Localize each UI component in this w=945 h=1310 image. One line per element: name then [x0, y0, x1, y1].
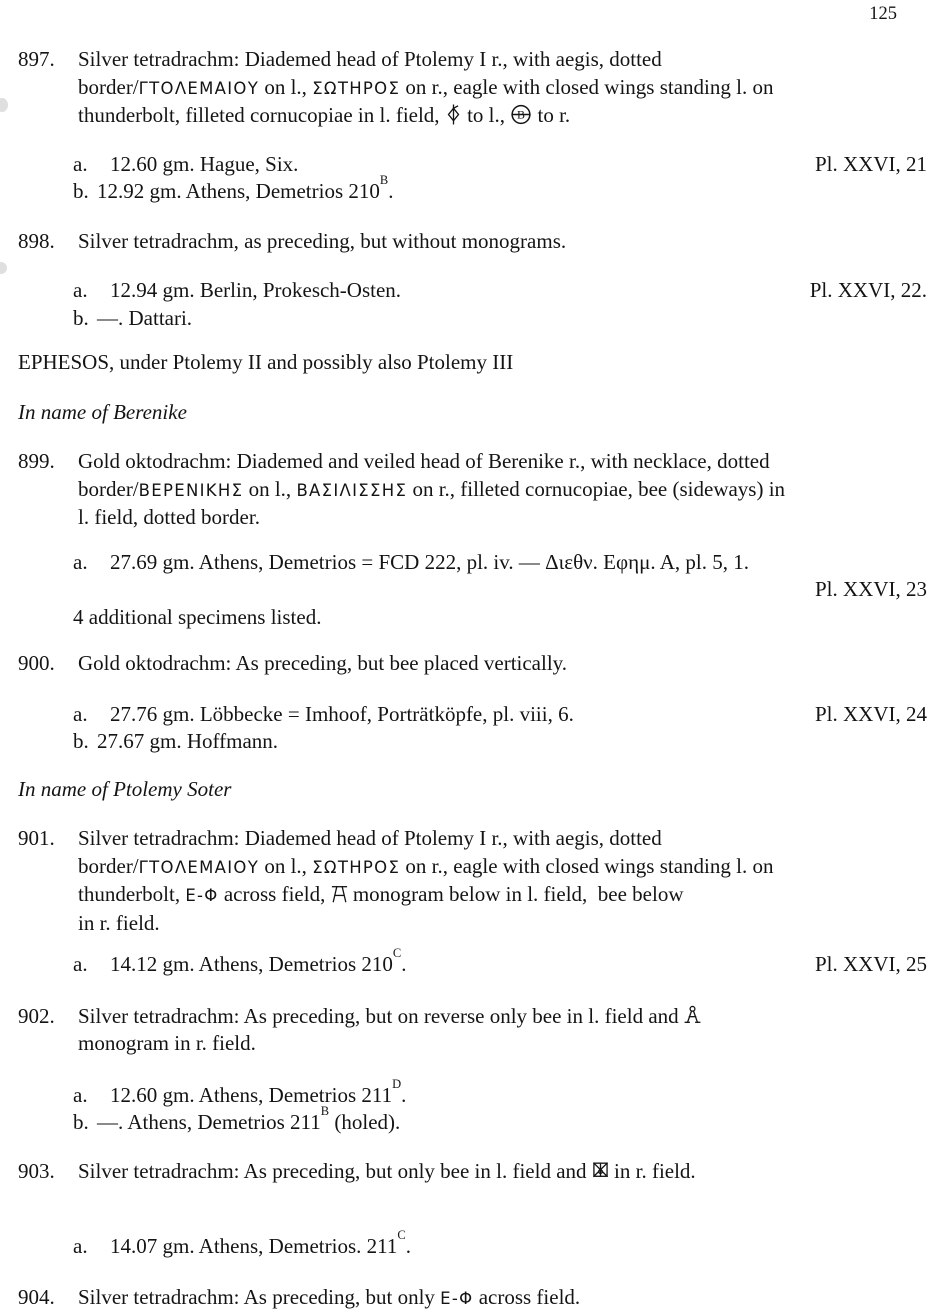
entry-body — [78, 825, 927, 937]
body-line — [78, 910, 927, 938]
specimen-row — [18, 1104, 927, 1137]
text-run: —. Athens, Demetrios 211 — [97, 1110, 321, 1134]
text-run: border/ — [78, 476, 139, 501]
plate-ref: Pl. XXVI, 23 — [814, 577, 927, 601]
text-run: 14.07 gm. Athens, Demetrios. 211 — [110, 1234, 398, 1258]
body-line — [78, 1003, 927, 1031]
additional-note: 4 additional specimens listed. — [73, 604, 322, 629]
text-run: (holed). — [329, 1110, 401, 1134]
specimen-list — [18, 701, 927, 756]
text-run: Silver tetradrachm: Diademed head of Ptolemy I r., with aegis, dotted — [78, 47, 662, 71]
specimen-text — [97, 1104, 401, 1134]
text-run: border/ — [78, 74, 139, 99]
entry-number: 901. — [18, 826, 55, 850]
specimen-row — [18, 549, 927, 577]
entry-body — [78, 228, 927, 256]
entry-number: 904. — [18, 1284, 55, 1309]
text-run: 27.69 gm. Athens, Demetrios = FCD 222, pl. iv. — Διεθν. Εφημ. Α, pl. 5, 1. — [110, 549, 749, 574]
greek-legend: ΓΤΟΛΕΜΑΙΟΥ — [138, 857, 260, 877]
body-line — [78, 853, 927, 882]
body-line — [78, 1030, 927, 1058]
text-run: across field. — [473, 1284, 581, 1309]
text-run: 12.92 gm. Athens, Demetrios 210 — [97, 179, 380, 203]
section-heading: EPHESOS, under Ptolemy II and possibly also Ptolemy III — [18, 350, 514, 374]
specimen-letter: b. — [73, 1110, 89, 1134]
greek-legend: ΒΑΣΙΛΙΣΣΗΣ — [296, 480, 408, 500]
entry-898 — [18, 228, 927, 256]
plate-ref-line — [18, 576, 927, 604]
text-run: l. field, dotted border. — [78, 505, 260, 529]
greek-legend: ΒΕΡΕΝΙΚΗΣ — [138, 480, 244, 500]
specimen-row — [18, 728, 927, 756]
body-line — [78, 228, 927, 256]
specimen-list — [18, 151, 927, 206]
text-run: on r., filleted cornucopiae, bee (sideways) in — [407, 476, 786, 501]
superscript: C — [392, 946, 402, 960]
text-run: on l., — [259, 74, 313, 99]
text-run: Gold oktodrachm: Diademed and veiled head of Berenike r., with necklace, dotted — [78, 449, 770, 473]
specimen-text — [110, 1228, 411, 1258]
specimen-letter: a. — [73, 701, 88, 726]
specimen-list — [18, 277, 927, 332]
text-run: 12.60 gm. Hague, Six. — [110, 151, 299, 176]
text-run: border/ — [78, 853, 139, 878]
superscript: B — [379, 173, 389, 187]
text-run: Silver tetradrachm, as preceding, but without monograms. — [78, 228, 567, 253]
greek-legend: ΣΩΤΗΡΟΣ — [312, 857, 401, 877]
body-line — [78, 1284, 927, 1310]
entry-body — [78, 1284, 927, 1310]
entry-body — [78, 46, 927, 130]
entry-899 — [18, 448, 927, 532]
specimen-list — [18, 549, 927, 632]
entry-number: 903. — [18, 1158, 55, 1183]
specimen-text — [110, 702, 574, 726]
specimen-list — [18, 1076, 927, 1137]
superscript: C — [397, 1228, 406, 1242]
specimen-letter: a. — [73, 549, 88, 574]
specimen-list — [18, 1228, 927, 1261]
entry-body — [78, 650, 927, 678]
text-run: 27.76 gm. Löbbecke = Imhoof, Porträtköpfe, pl. viii, 6. — [110, 701, 574, 726]
specimen-letter: a. — [73, 1082, 88, 1107]
entry-number: 900. — [18, 651, 55, 675]
superscript: D — [392, 1076, 402, 1091]
specimen-list — [18, 946, 927, 979]
text-run: 12.60 gm. Athens, Demetrios 211 — [110, 1082, 393, 1107]
specimen-row — [18, 305, 927, 333]
text-run: Silver tetradrachm: As preceding, but only — [78, 1284, 441, 1309]
section-subheading: In name of Berenike — [18, 399, 187, 424]
monogram-box-star-icon — [592, 1159, 609, 1182]
text-run: Silver tetradrachm: As preceding, but on reverse only bee in l. field and — [78, 1003, 684, 1028]
specimen-text — [110, 278, 401, 302]
text-run: in r. field. — [608, 1158, 696, 1183]
body-line — [78, 74, 927, 103]
text-run: to r. — [532, 103, 571, 127]
greek-legend: E-Φ — [440, 1288, 474, 1308]
entry-number: 902. — [18, 1003, 55, 1028]
monogram-helm-icon — [445, 103, 462, 126]
text-run: on r., eagle with closed wings standing l. on — [400, 853, 774, 878]
specimen-letter: a. — [73, 278, 88, 302]
text-run: 27.67 gm. Hoffmann. — [97, 729, 279, 753]
text-run: on l., — [243, 476, 297, 501]
text-run: 14.12 gm. Athens, Demetrios 210 — [110, 952, 393, 976]
text-run: thunderbolt, — [78, 882, 186, 906]
specimen-row — [18, 277, 927, 305]
text-run: Gold oktodrachm: As preceding, but bee placed vertically. — [78, 651, 568, 675]
specimen-text — [97, 173, 394, 203]
greek-legend: ΣΩΤΗΡΟΣ — [312, 78, 401, 98]
specimen-letter: a. — [73, 1234, 88, 1258]
entry-body — [78, 448, 927, 532]
entry-number: 898. — [18, 228, 55, 253]
text-run: 12.94 gm. Berlin, Prokesch-Osten. — [110, 278, 402, 302]
entry-body — [78, 1003, 927, 1058]
entry-903 — [18, 1158, 927, 1186]
specimen-row — [18, 946, 927, 979]
specimen-text — [110, 550, 749, 574]
body-line — [78, 650, 927, 678]
specimen-row — [18, 151, 927, 179]
text-run: —. Dattari. — [97, 305, 193, 330]
body-line — [78, 504, 927, 532]
entry-number: 897. — [18, 47, 55, 71]
body-line — [78, 476, 927, 505]
plate-ref: Pl. XXVI, 25 — [814, 952, 927, 976]
entry-904 — [18, 1284, 927, 1310]
text-run: . — [401, 952, 407, 976]
text-run: on r., eagle with closed wings standing l. on — [400, 74, 774, 99]
body-line — [78, 881, 927, 910]
text-run: in r. field. — [78, 910, 160, 935]
superscript: B — [320, 1104, 330, 1118]
text-run: Silver tetradrachm: As preceding, but only bee in l. field and — [78, 1158, 592, 1183]
entry-902 — [18, 1003, 927, 1058]
body-line — [78, 46, 927, 74]
specimen-row — [18, 1076, 927, 1110]
entry-900 — [18, 650, 927, 678]
page-number: 125 — [869, 4, 897, 24]
specimen-text — [97, 729, 278, 753]
text-run: . — [388, 179, 394, 203]
specimen-letter: a. — [73, 151, 88, 176]
section-subheading: In name of Ptolemy Soter — [18, 776, 232, 801]
specimen-letter: b. — [73, 179, 89, 203]
monogram-figure-icon — [684, 1004, 701, 1027]
text-run: across field, — [218, 882, 331, 906]
specimen-letter: a. — [73, 952, 88, 976]
text-run: to l., — [461, 103, 511, 127]
plate-ref: Pl. XXVI, 21 — [814, 151, 927, 176]
specimen-row — [18, 1228, 927, 1261]
monogram-a-bar-icon — [331, 882, 348, 905]
specimen-text — [110, 152, 298, 176]
text-run: Silver tetradrachm: Diademed head of Ptolemy I r., with aegis, dotted — [78, 826, 662, 850]
specimen-letter: b. — [73, 729, 89, 753]
plate-ref: Pl. XXVI, 22. — [809, 278, 927, 302]
specimen-letter: b. — [73, 305, 89, 330]
specimen-row — [18, 173, 927, 206]
body-line — [78, 448, 927, 476]
text-run: monogram below in l. field, bee below — [347, 882, 684, 906]
text-run: monogram in r. field. — [78, 1031, 256, 1055]
text-run: . — [401, 1082, 407, 1107]
plate-ref: Pl. XXVI, 24 — [814, 701, 927, 726]
specimen-text — [97, 306, 192, 330]
entry-901 — [18, 825, 927, 937]
specimen-text — [110, 946, 407, 976]
entry-body — [78, 1158, 927, 1186]
body-line — [78, 825, 927, 853]
text-run: . — [405, 1234, 411, 1258]
entry-number: 899. — [18, 449, 55, 473]
specimen-text — [110, 1076, 407, 1107]
monogram-circled-b-icon — [510, 103, 532, 126]
text-run: on l., — [259, 853, 313, 878]
text-run: thunderbolt, filleted cornucopiae in l. field, — [78, 103, 445, 127]
body-line — [78, 102, 927, 130]
entry-897 — [18, 46, 927, 130]
greek-legend: E-Φ — [185, 886, 219, 905]
greek-legend: ΓΤΟΛΕΜΑΙΟΥ — [138, 78, 260, 98]
specimen-row — [18, 701, 927, 729]
body-line — [78, 1158, 927, 1186]
